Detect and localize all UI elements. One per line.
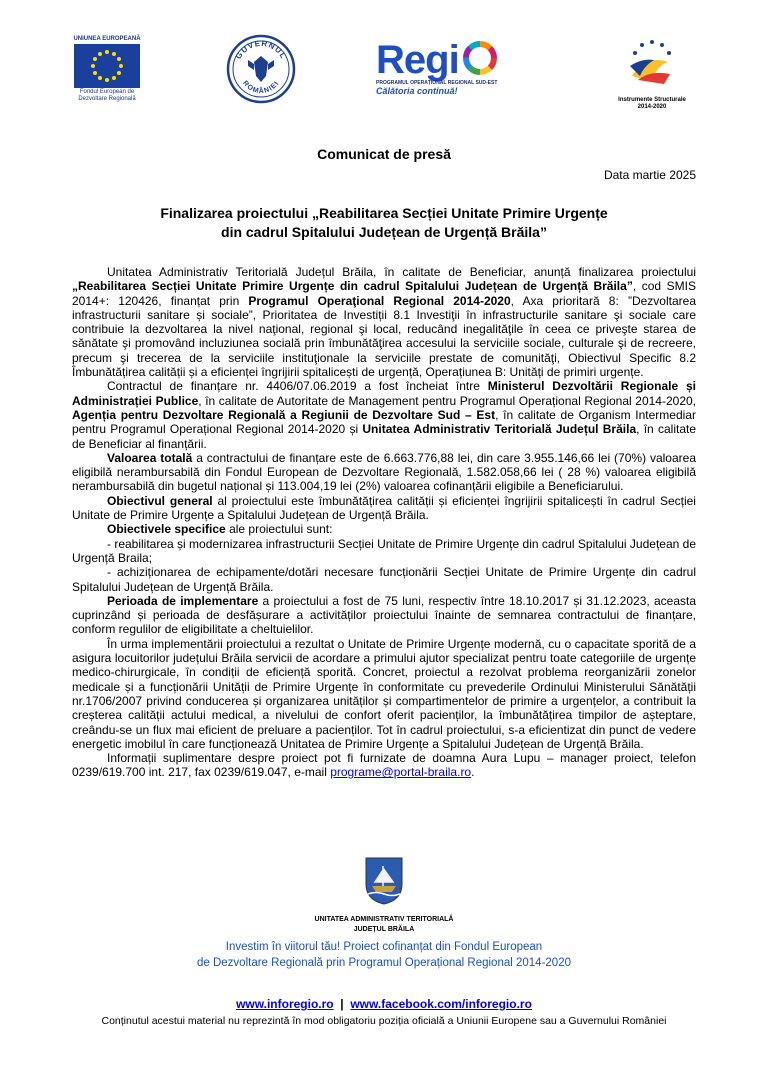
text: ale proiectului sunt: bbox=[225, 522, 333, 537]
label: Obiectivul general bbox=[107, 493, 213, 508]
footer-links bbox=[0, 997, 768, 1011]
label: Valoarea totală bbox=[107, 450, 193, 465]
text: a proiectului a fost de 75 luni, respectiv între 18.10.2017 și 31.12.2023, aceasta cuprinzând și perioada de desfășurare a activităților proiectului înainte de semnarea contractului de finanțare, conform regulilor de eligibilitate a cheltuielilor. bbox=[72, 593, 696, 637]
regio-program-name: PROGRAMUL OPERAȚIONAL REGIONAL SUD-EST bbox=[376, 80, 498, 86]
eu-flag-icon bbox=[74, 44, 140, 88]
text: al proiectului este îmbunătățirea calității și eficienței îngrijirii spitalicești în cadrul Secției Unitate de Primire Urgențe a Spitalului Județean de Urgență Brăila. bbox=[72, 493, 696, 523]
structural-instruments-logo bbox=[612, 36, 692, 114]
eu-logo-subtitle-2: Dezvoltare Regională bbox=[78, 96, 136, 102]
structural-instruments-caption-2: 2014-2020 bbox=[637, 104, 667, 110]
page-title: Comunicat de presă bbox=[317, 146, 451, 162]
footer-org-line-2: JUDEȚUL BRĂILA bbox=[353, 926, 415, 933]
project-name: „Reabilitarea Secției Unitate Primire Urgențe din cadrul Spitalului Județean de Urgență Brăila” bbox=[72, 279, 633, 294]
regio-logo-word: Regi bbox=[376, 38, 459, 82]
agency-name: Agenția pentru Dezvoltare Regională a Regiunii de Dezvoltare Sud – Est bbox=[72, 407, 496, 422]
link-separator: | bbox=[333, 997, 351, 1011]
paragraph-specific-objectives bbox=[72, 522, 696, 536]
eu-logo-title: UNIUNEA EUROPEANĂ bbox=[73, 36, 141, 42]
paragraph-period bbox=[72, 594, 696, 637]
braila-crest-icon bbox=[364, 856, 404, 906]
text: Contractul de finanțare nr. 4406/07.06.2019 a fost încheiat între bbox=[107, 379, 488, 394]
text: Informații suplimentare despre proiect pot fi furnizate de doamna Aura Lupu – manager proiect, telefon 0239/619.700 int. 217, fax 0239/619.047, e-mail bbox=[72, 751, 696, 780]
regio-logo bbox=[376, 40, 516, 110]
footer-org-line-1: UNITATEA ADMINISTRATIV TERITORIALĂ bbox=[314, 916, 454, 923]
eu-logo bbox=[70, 36, 144, 103]
label: Perioada de implementare bbox=[107, 593, 259, 608]
headline-line-2: din cadrul Spitalului Județean de Urgență Brăila” bbox=[221, 224, 547, 240]
email-link[interactable]: programe@portal-braila.ro bbox=[330, 765, 472, 780]
text: , în calitate de Beneficiar al finanțării. bbox=[72, 422, 696, 451]
text: , cod SMIS 2014+: 120426, finanțat prin bbox=[72, 279, 697, 308]
paragraph-results: În urma implementării proiectului a rezultat o Unitate de Primire Urgențe modernă, cu o capacitate sporită de a asigura locuitorilor județului Brăila servicii de acordare a primului ajutor specializat pentru toate categoriile de urgențe medico-chirurgicale, în condiții de eficiență sporită. Concret, proiectul a rezolvat problema reorganizării zonelor medicale și a funcționării Unității de Primire Urgențe în conformitate cu prevederile Ordinului Ministerului Sănătății nr.1706/2007 privind conducerea și organizarea unităților și compartimentelor de primire a urgențelor, a contribuit la creșterea calității actului medical, a nivelului de confort oferit pacienților, la îmbunătățirea timpilor de așteptare, creându-se un flux mai eficient de preluare a pacienților. Tot în cadrul proiectului, s-a eficientizat din punct de vedere energetic imobilul în care funcționează Unitatea de Primire Urgențe a Spitalului Județean de Urgență Brăila. bbox=[72, 636, 696, 751]
paragraph-contact bbox=[72, 751, 696, 780]
text: a contractului de finanțare este de 6.663.776,88 lei, din care 3.955.146,66 lei (70%) valoarea eligibilă nerambursabilă din Fondul European de Dezvoltare Regională, 1.582.058,66 lei ( 28 %) valoarea eligibilă nerambursabilă din bugetul național și 113.004,19 lei (2%) valoarea cofinanțării eligibile a Beneficiarului. bbox=[72, 450, 697, 494]
footer-cofin-line-2: de Dezvoltare Regională prin Programul Operațional Regional 2014-2020 bbox=[197, 957, 571, 969]
gov-logo-bottom-text: ROMÂNIEI bbox=[241, 79, 281, 96]
logo-bar bbox=[0, 34, 768, 114]
program-name: Programul Operaţional Regional 2014-2020 bbox=[248, 293, 511, 308]
facebook-link[interactable]: www.facebook.com/inforegio.ro bbox=[350, 997, 532, 1011]
press-release-body bbox=[72, 265, 696, 780]
beneficiary-name: Unitatea Administrativ Teritorială Județul Brăila bbox=[362, 422, 637, 437]
structural-instruments-icon bbox=[624, 36, 680, 92]
headline-line-1: Finalizarea proiectului „Reabilitarea Secției Unitate Primire Urgențe bbox=[160, 205, 608, 221]
eu-logo-subtitle-1: Fondul European de bbox=[79, 89, 135, 95]
press-release-date: Data martie 2025 bbox=[603, 168, 696, 182]
gov-logo-top-text: GUVERNUL bbox=[233, 38, 289, 61]
inforegio-link[interactable]: www.inforegio.ro bbox=[236, 997, 334, 1011]
footer-organization bbox=[0, 915, 768, 935]
label: Obiectivele specifice bbox=[107, 522, 226, 537]
text: , în calitate de Organism Intermediar pentru Programul Operațional Regional 2014-2020 și bbox=[72, 407, 696, 437]
footer-cofinancing bbox=[0, 939, 768, 971]
paragraph-intro bbox=[72, 265, 696, 379]
paragraph-contract bbox=[72, 379, 696, 450]
list-item: - achiziționarea de echipamente/dotări necesare funcționării Secției Unitate de Primire Urgențe din cadrul Spitalului Județean de Urgență Brăila. bbox=[72, 565, 696, 594]
text: , în calitate de Autoritate de Management pentru Programul Operațional Regional 2014-2020, bbox=[198, 393, 696, 408]
text: , Axa prioritară 8: ”Dezvoltarea infrastructurii sanitare și sociale”, Prioritatea de Investiții 8.1 Investiţii în infrastructurile sanitare şi sociale care contribuie la dezvoltarea la nivel naţional, regional şi local, reducând inegalităţile în ceea ce priveşte starea de sănătate şi promovând incluziunea socială prin îmbunătăţirea accesului la serviciile sociale, culturale şi de recreere, precum şi trecerea de la serviciile instituţionale la serviciile prestate de comunităţi, Obiectivul Specific 8.2 Îmbunătățirea calității și a eficienței îngrijirii spitalicești de urgență, Operațiunea B: Unități de primiri urgențe. bbox=[72, 293, 696, 380]
headline bbox=[0, 204, 768, 242]
paragraph-value bbox=[72, 451, 696, 494]
text: . bbox=[471, 765, 475, 780]
coat-of-arms-icon bbox=[254, 56, 268, 82]
text: Unitatea Administrativ Teritorială Județul Brăila, în calitate de Beneficiar, anunță finalizarea proiectului bbox=[107, 265, 696, 279]
paragraph-general-objective bbox=[72, 494, 696, 523]
government-logo bbox=[226, 34, 296, 104]
structural-instruments-caption-1: Instrumente Structurale bbox=[618, 97, 686, 103]
disclaimer: Conținutul acestui material nu reprezintă în mod obligatoriu poziția oficială a Uniunii Europene sau a Guvernului României bbox=[101, 1015, 667, 1027]
regio-wheel-icon bbox=[463, 41, 497, 75]
footer-cofin-line-1: Investim în viitorul tău! Proiect cofinanțat din Fondul European bbox=[225, 941, 543, 953]
regio-motto: Călătoria continuă! bbox=[376, 86, 458, 96]
ministry-name: Ministerul Dezvoltării Regionale și Administrației Publice bbox=[72, 379, 696, 408]
list-item: - reabilitarea și modernizarea infrastructurii Secției Unitate de Primire Urgențe din cadrul Spitalului Județean de Urgență Braila; bbox=[72, 536, 696, 565]
